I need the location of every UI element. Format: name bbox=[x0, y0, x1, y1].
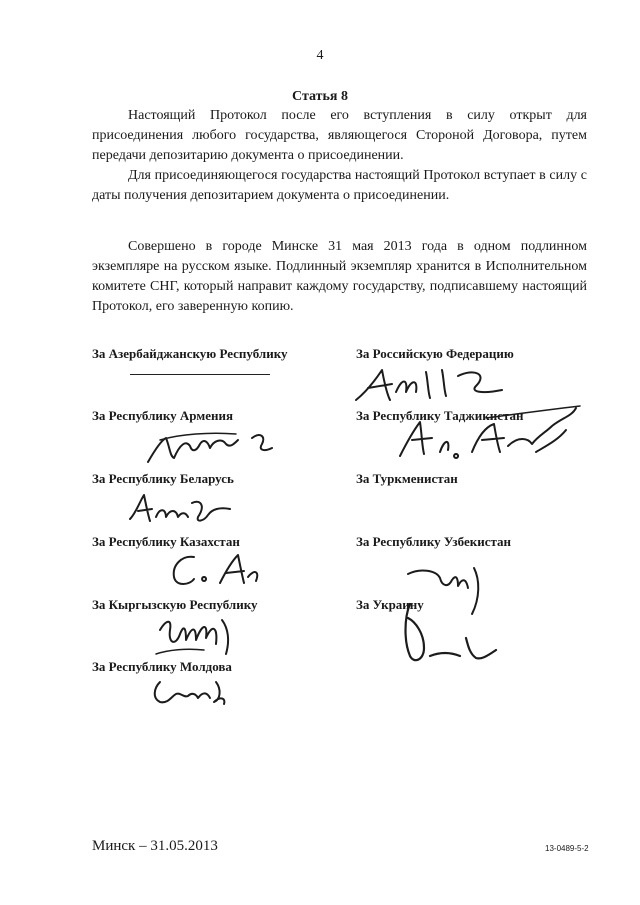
signatory-tajikistan: За Республику Таджикистан bbox=[356, 408, 524, 423]
signature-moldova bbox=[146, 672, 236, 712]
signatory-armenia: За Республику Армения bbox=[92, 408, 233, 423]
signature-belarus bbox=[126, 487, 246, 531]
signature-line-azerbaijan bbox=[130, 374, 270, 375]
signature-ukraine bbox=[394, 598, 504, 670]
signature-kazakhstan bbox=[160, 549, 270, 593]
page-number: 4 bbox=[316, 48, 324, 63]
signatory-turkmenistan: За Туркменистан bbox=[356, 471, 458, 486]
signatory-kyrgyzstan: За Кыргызскую Республику bbox=[92, 597, 258, 612]
signature-kyrgyzstan bbox=[146, 610, 256, 664]
footer-place-date: Минск – 31.05.2013 bbox=[92, 838, 218, 854]
signatory-ukraine: За Украину bbox=[356, 597, 424, 612]
article-body bbox=[92, 106, 587, 206]
signatory-russia: За Российскую Федерацию bbox=[356, 346, 514, 361]
signatory-uzbekistan: За Республику Узбекистан bbox=[356, 534, 511, 549]
closing-paragraph: Совершено в городе Минске 31 мая 2013 года в одном подлинном экземпляре на русском языке. Подлинный экземпляр хранится в Исполнительном комитете СНГ, который направит каждому государству, подписавшему настоящий Протокол, его заверенную копию. bbox=[92, 239, 587, 314]
signatory-azerbaijan: За Азербайджанскую Республику bbox=[92, 346, 288, 361]
signatory-kazakhstan: За Республику Казахстан bbox=[92, 534, 240, 549]
article-paragraph-1: Настоящий Протокол после его вступления в силу открыт для присоединения любого государства, являющегося Стороной Договора, путем передачи депозитарию документа о присоединении. bbox=[92, 108, 587, 163]
footer-doc-code: 13-0489-5-2 bbox=[545, 844, 589, 853]
signatory-belarus: За Республику Беларусь bbox=[92, 471, 234, 486]
signature-tajikistan bbox=[386, 396, 586, 476]
article-paragraph-2: Для присоединяющегося государства настоящий Протокол вступает в силу с даты получения депозитарием документа о присоединении. bbox=[92, 168, 587, 203]
article-title: Статья 8 bbox=[292, 89, 348, 104]
signature-armenia bbox=[140, 418, 280, 468]
closing-paragraph-block bbox=[92, 237, 587, 317]
signatory-moldova: За Республику Молдова bbox=[92, 659, 232, 674]
